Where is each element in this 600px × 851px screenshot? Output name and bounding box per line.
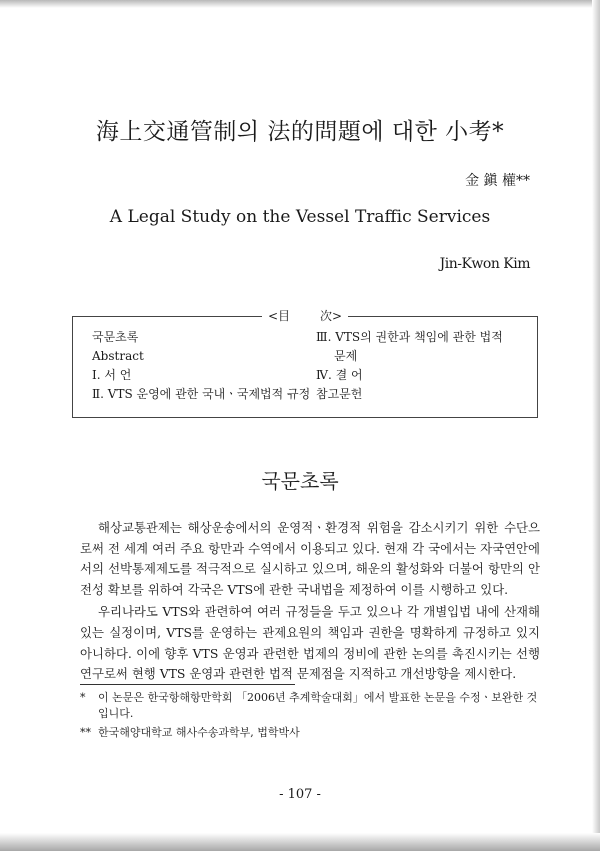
toc-top-rule-right bbox=[348, 316, 538, 317]
footnotes bbox=[80, 690, 540, 741]
toc-top-rule-left bbox=[72, 316, 262, 317]
paper-title: 海上交通管制의 法的問題에 대한 小考* bbox=[95, 119, 505, 145]
toc-right-column bbox=[316, 328, 503, 404]
footnote-mark: ** bbox=[80, 726, 91, 739]
table-of-contents bbox=[72, 310, 538, 418]
footnote-mark: * bbox=[80, 691, 86, 704]
toc-item-continuation: 문제 bbox=[334, 349, 358, 363]
abstract-paragraph: 해상교통관제는 해상운송에서의 운영적ㆍ환경적 위험을 감소시키기 위한 수단으로써 전 세계 여러 주요 항만과 수역에서 이용되고 있다. 현재 각 국에서는 자국연안에서의 선박통제제도를 적극적으로 실시하고 있으며, 해운의 활성화와 더불어 항만의 안전성 확보를 위하여 각국은 VTS에 관한 국내법을 제정하여 이를 시행하고 있다. bbox=[80, 520, 540, 597]
toc-item: Ⅱ. VTS 운영에 관한 국내ㆍ국제법적 규정 bbox=[92, 387, 311, 401]
footnote bbox=[80, 725, 540, 741]
toc-item: Ⅰ. 서 언 bbox=[92, 368, 132, 382]
toc-right-border bbox=[537, 316, 538, 417]
toc-item: Ⅲ. VTS의 권한과 책임에 관한 법적 bbox=[316, 330, 503, 344]
footnote-text: 이 논문은 한국항해항만학회 「2006년 추계학술대회」에서 발표한 논문을 수정ㆍ보완한 것입니다. bbox=[98, 691, 538, 720]
abstract-body bbox=[80, 518, 540, 685]
toc-heading-left: <目 bbox=[268, 309, 291, 323]
english-author: Jin-Kwon Kim bbox=[439, 256, 530, 272]
page-edge-top bbox=[0, 0, 600, 8]
footnote-rule bbox=[80, 684, 295, 685]
page-edge-bottom bbox=[0, 833, 600, 851]
page-number: - 107 - bbox=[279, 787, 321, 802]
toc-heading-right: 次> bbox=[319, 309, 342, 323]
toc-left-column bbox=[92, 328, 310, 404]
author-korean: 金 鎭 權** bbox=[465, 173, 530, 189]
toc-item: Abstract bbox=[92, 349, 144, 363]
toc-item: 국문초록 bbox=[92, 330, 139, 344]
abstract-paragraph: 우리나라도 VTS와 관련하여 여러 규정들을 두고 있으나 각 개별입법 내에 산재해 있는 실정이며, VTS를 운영하는 관제요원의 책임과 권한을 명확하게 규정하고 있지 아니하다. 이에 향후 VTS 운영과 관련한 법제의 정비에 관한 논의를 촉진시키는 선행연구로써 현행 VTS 운영과 관련한 법적 문제점을 지적하고 개선방향을 제시한다. bbox=[80, 604, 540, 682]
english-title: A Legal Study on the Vessel Traffic Services bbox=[109, 207, 491, 227]
toc-left-border bbox=[72, 316, 73, 417]
toc-item: Ⅳ. 결 어 bbox=[316, 368, 363, 382]
section-title: 국문초록 bbox=[261, 469, 339, 493]
footnote bbox=[80, 690, 540, 722]
footnote-text: 한국해양대학교 해사수송과학부, 법학박사 bbox=[98, 726, 300, 739]
toc-item: 참고문헌 bbox=[316, 387, 363, 401]
